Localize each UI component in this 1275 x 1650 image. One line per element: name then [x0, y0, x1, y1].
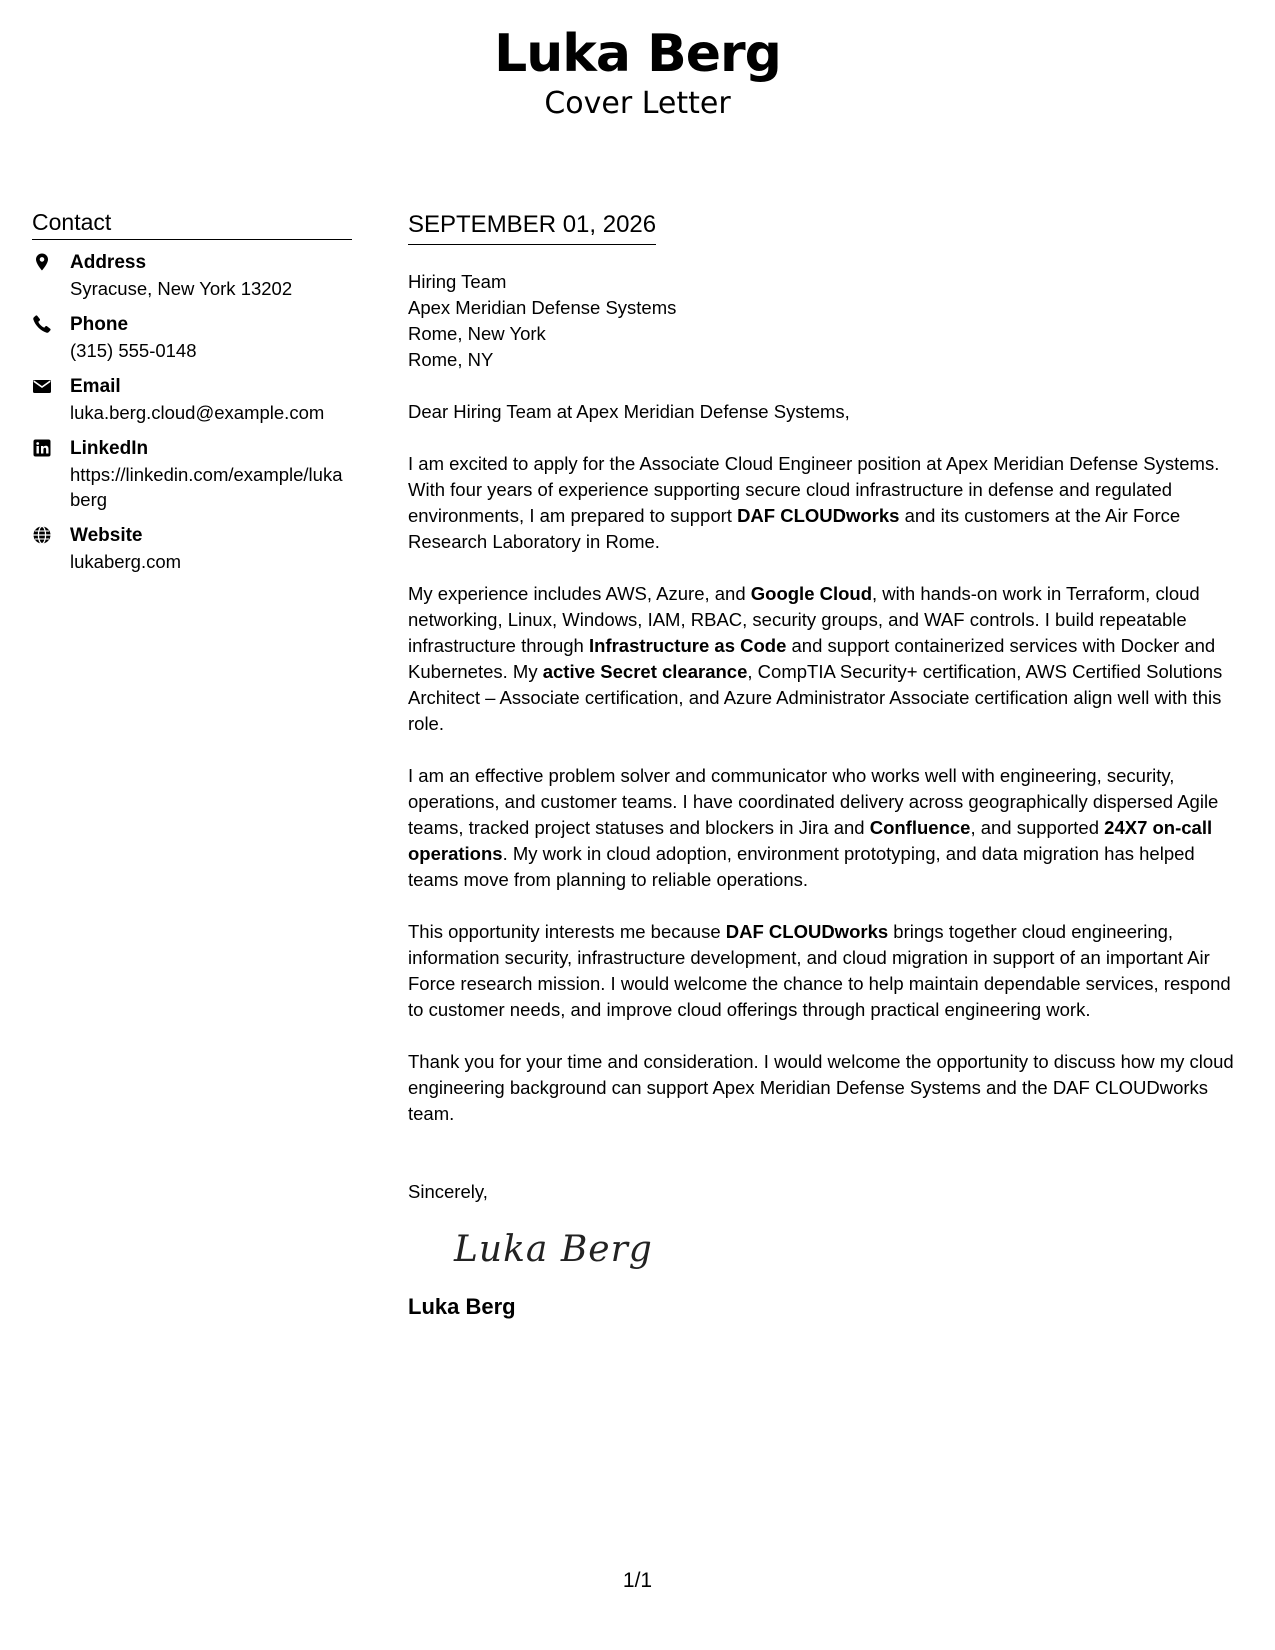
closing: Sincerely, [408, 1181, 488, 1202]
recipient-line: Rome, New York [408, 323, 546, 344]
contact-email [32, 374, 352, 425]
contact-value: Syracuse, New York 13202 [70, 278, 293, 299]
contact-sidebar [32, 208, 352, 585]
paragraph-text: and support containerized services with Docker and Kubernetes. My [408, 635, 1216, 682]
bold-text: Infrastructure as Code [588, 635, 787, 656]
paragraph-text: I am excited to apply for the Associate Cloud Engineer position at Apex Meridian Defense Systems. With four years of experience supporting secure cloud infrastructure in defense and regulated environments, I am prepared to support [408, 453, 1220, 526]
bold-text: Confluence [869, 817, 971, 838]
signer-name: Luka Berg [408, 1294, 516, 1319]
paragraph-text: I am an effective problem solver and communicator who works well with engineering, security, operations, and customer teams. I have coordinated delivery across geographically dispersed Agile teams, tracked project statuses and blockers in Jira and [408, 765, 1219, 838]
bold-text: Google Cloud [750, 583, 873, 604]
paragraph-text: brings together cloud engineering, information security, infrastructure development, and cloud migration in support of an important Air Force research mission. I would welcome the chance to help maintain dependable services, respond to customer needs, and improve cloud offerings through practical engineering work. [408, 921, 1231, 1020]
handwritten-signature: Luka Berg [454, 1229, 653, 1270]
envelope-icon [32, 374, 70, 425]
phone-icon [32, 312, 70, 363]
bold-text: 24X7 on-call operations [408, 817, 1213, 864]
paragraph-text: , CompTIA Security+ certification, AWS Certified Solutions Architect – Associate certification, and Azure Administrator Associate certification align well with this role. [408, 661, 1223, 734]
contact-heading: Contact [32, 208, 352, 240]
paragraph-text: and its customers at the Air Force Research Laboratory in Rome. [408, 505, 1181, 552]
letter-header [0, 22, 1275, 122]
contact-value[interactable]: lukaberg.com [70, 551, 182, 572]
salutation: Dear Hiring Team at Apex Meridian Defense Systems, [408, 401, 850, 422]
body-paragraph [408, 581, 1248, 737]
contact-address [32, 250, 352, 301]
letter-date: SEPTEMBER 01, 2026 [408, 210, 656, 245]
bold-text: DAF CLOUDworks [737, 505, 900, 526]
paragraph-text: , with hands-on work in Terraform, cloud networking, Linux, Windows, IAM, RBAC, security groups, and WAF controls. I build repeatable infrastructure through [408, 583, 1200, 656]
contact-label: LinkedIn [70, 438, 149, 459]
contact-value[interactable]: luka.berg.cloud@example.com [70, 402, 325, 423]
body-paragraph [408, 919, 1248, 1023]
contact-linkedin [32, 436, 352, 512]
recipient-block [408, 269, 1248, 373]
recipient-line: Hiring Team [408, 271, 507, 292]
letter-body [408, 210, 1248, 1321]
bold-text: active Secret clearance [542, 661, 748, 682]
letter-paragraphs [408, 451, 1248, 1127]
applicant-name: Luka Berg [494, 24, 781, 84]
body-paragraph [408, 763, 1248, 893]
contact-website [32, 523, 352, 574]
linkedin-icon [32, 436, 70, 512]
recipient-line: Rome, NY [408, 349, 494, 370]
paragraph-text: This opportunity interests me because [408, 921, 726, 942]
contact-value[interactable]: https://linkedin.com/example/lukaberg [70, 464, 343, 510]
contact-phone [32, 312, 352, 363]
paragraph-text: . My work in cloud adoption, environment prototyping, and data migration has helped teams move from planning to reliable operations. [408, 843, 1195, 890]
contact-label: Phone [70, 314, 129, 335]
paragraph-text: Thank you for your time and consideration. I would welcome the opportunity to discuss how my cloud engineering background can support Apex Meridian Defense Systems and the DAF CLOUDworks team. [408, 1051, 1234, 1124]
globe-icon [32, 523, 70, 574]
recipient-line: Apex Meridian Defense Systems [408, 297, 677, 318]
paragraph-text: My experience includes AWS, Azure, and [408, 583, 751, 604]
body-paragraph [408, 451, 1248, 555]
document-type: Cover Letter [544, 86, 731, 121]
page-number: 1/1 [622, 1569, 653, 1592]
paragraph-text: , and supported [970, 817, 1105, 838]
contact-value: (315) 555-0148 [70, 340, 197, 361]
map-pin-icon [32, 250, 70, 301]
body-paragraph [408, 1049, 1248, 1127]
bold-text: DAF CLOUDworks [725, 921, 889, 942]
contact-label: Website [70, 525, 143, 546]
contact-label: Email [70, 376, 121, 397]
contact-label: Address [70, 252, 147, 273]
